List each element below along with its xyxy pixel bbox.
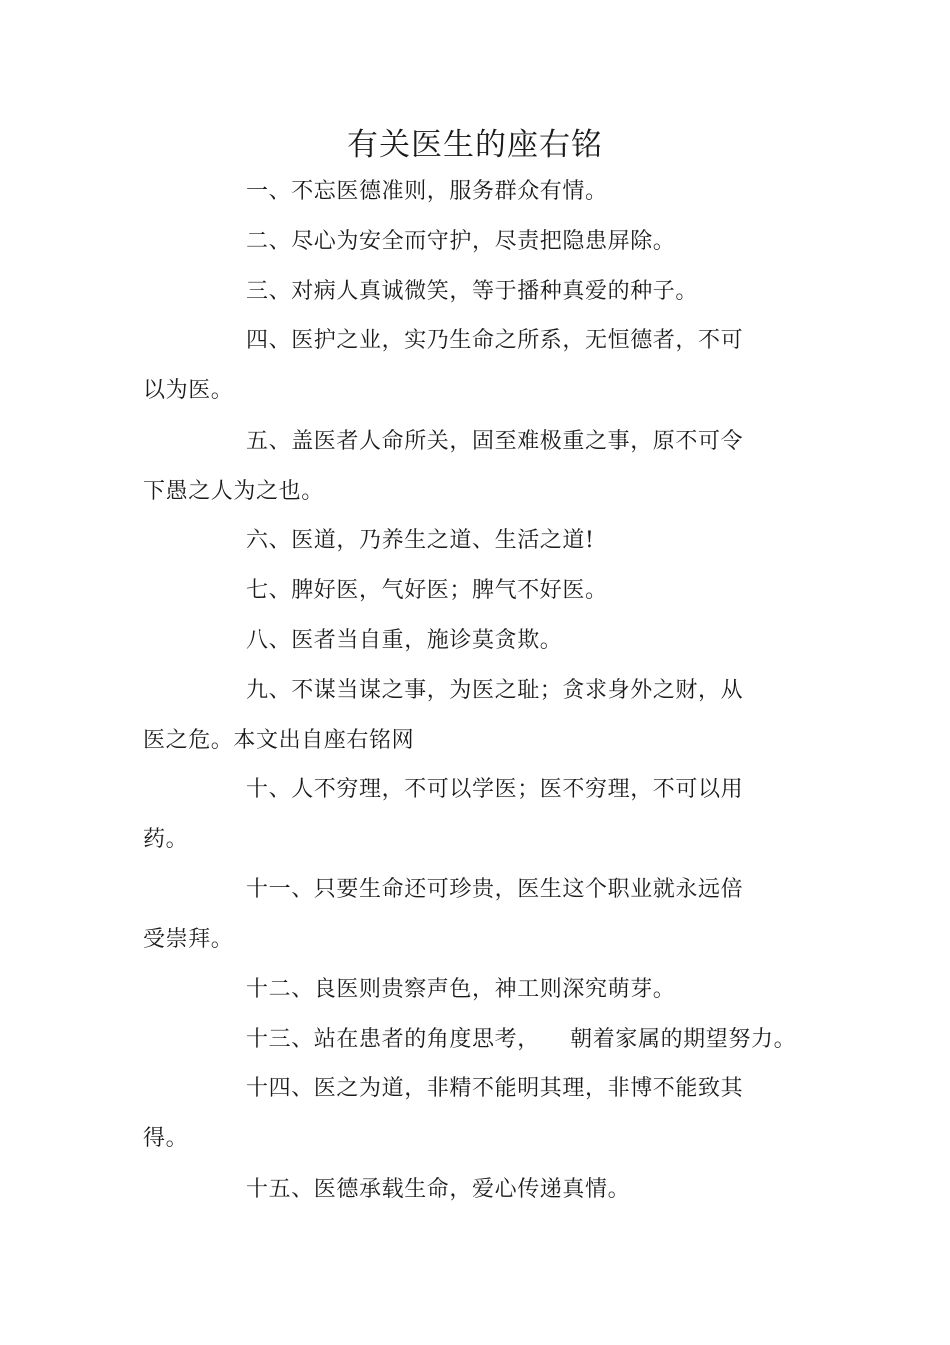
motto-line: 十、人不穷理，不可以学医；医不穷理，不可以用: [246, 777, 744, 802]
motto-line: 三、对病人真诚微笑，等于播种真爱的种子。: [246, 279, 699, 304]
motto-line-continued: 得。: [143, 1126, 189, 1151]
motto-line: 十三、站在患者的角度思考， 朝着家属的期望努力。: [246, 1027, 797, 1052]
motto-line: 九、不谋当谋之事，为医之耻；贪求身外之财，从: [246, 678, 744, 703]
motto-line: 十四、医之为道，非精不能明其理，非博不能致其: [246, 1076, 744, 1101]
motto-line: 五、盖医者人命所关，固至难极重之事，原不可令: [246, 429, 744, 454]
motto-line: 十一、只要生命还可珍贵，医生这个职业就永远倍: [246, 877, 744, 902]
motto-line: 十二、良医则贵察声色，神工则深究萌芽。: [246, 977, 676, 1002]
motto-line-continued: 下愚之人为之也。: [143, 479, 324, 504]
motto-line: 八、医者当自重，施诊莫贪欺。: [246, 628, 563, 653]
motto-line: 七、脾好医，气好医；脾气不好医。: [246, 578, 608, 603]
motto-line-continued: 医之危。本文出自座右铭网: [143, 728, 415, 753]
motto-line-continued: 以为医。: [143, 378, 234, 403]
motto-line: 四、医护之业，实乃生命之所系，无恒德者，不可: [246, 328, 744, 353]
motto-line: 十五、医德承载生命，爱心传递真情。: [246, 1177, 631, 1202]
motto-line-continued: 受崇拜。: [143, 927, 234, 952]
motto-line: 二、尽心为安全而守护，尽责把隐患屏除。: [246, 229, 676, 254]
motto-line: 六、医道，乃养生之道、生活之道!: [246, 528, 595, 553]
motto-line: 一、不忘医德准则，服务群众有情。: [246, 179, 608, 204]
document-title: 有关医生的座右铭: [347, 127, 603, 163]
motto-line-continued: 药。: [143, 827, 189, 852]
